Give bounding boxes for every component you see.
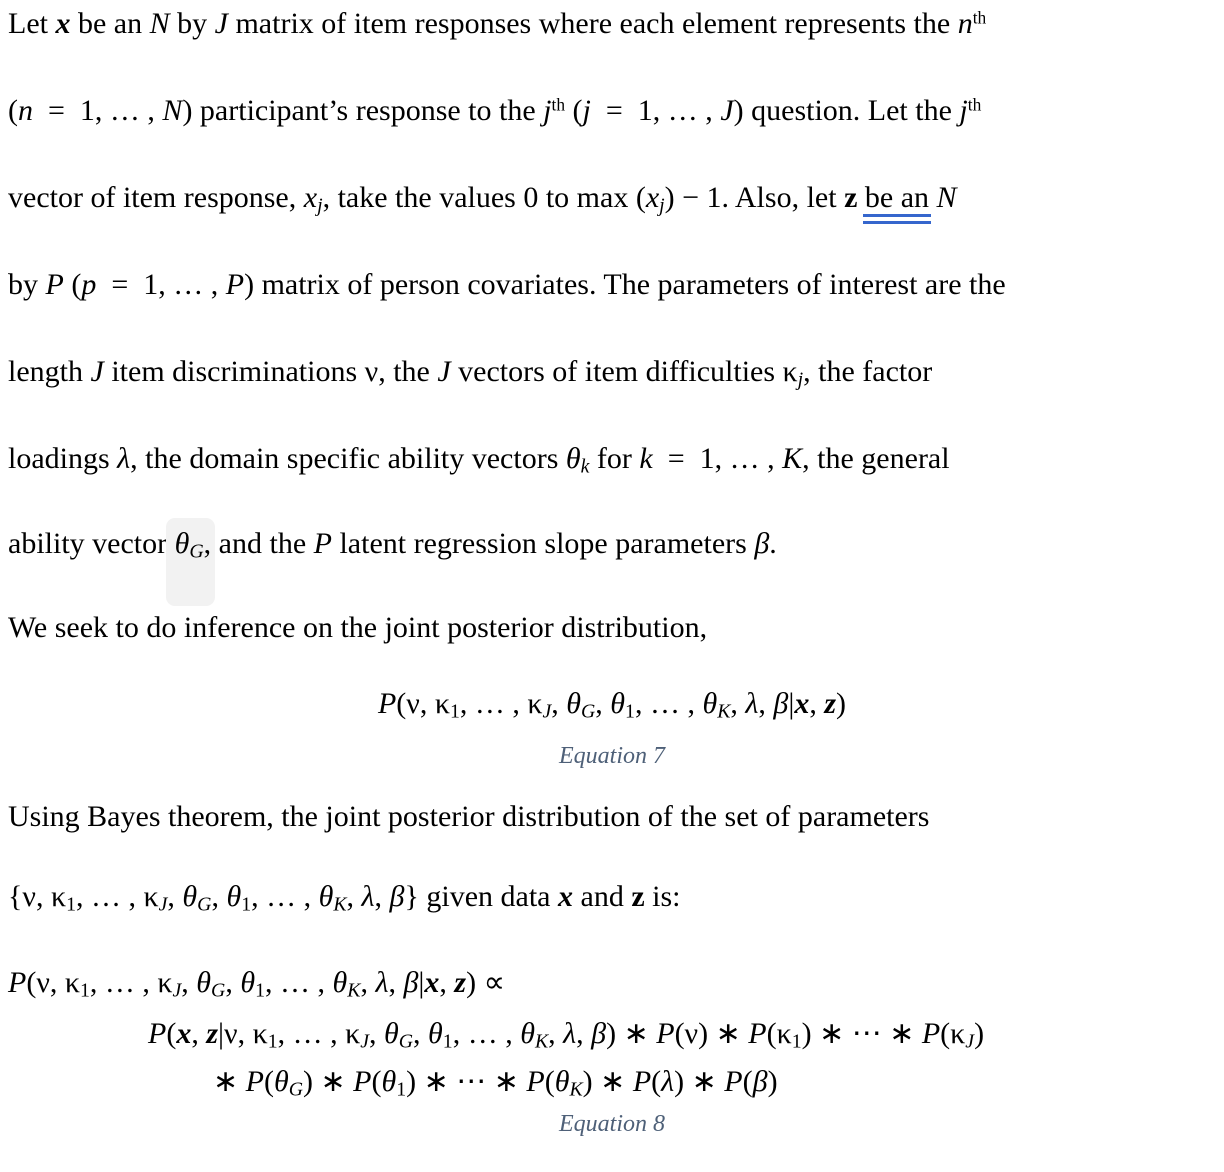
text-run: P (656, 1017, 675, 1050)
text-run: n (957, 7, 973, 40)
text-run: (κ (940, 1017, 966, 1050)
text-run: θ (554, 1065, 570, 1098)
equation-7 (0, 684, 1224, 723)
text-run: ) ∗ (674, 1065, 725, 1098)
text-run: vectors of item difficulties κ (450, 355, 798, 388)
text-run: , (374, 880, 390, 913)
highlighted-term (174, 527, 212, 563)
text-run: = 1, … , (96, 268, 226, 301)
text-run: ) ∝ (466, 966, 506, 999)
text-run: K (333, 893, 347, 916)
text-run: k (639, 442, 653, 475)
text-run: ( (166, 1017, 177, 1050)
text-run: = 1, … , (652, 442, 783, 475)
text-run: , (548, 1017, 564, 1050)
text-run: } given data (404, 880, 558, 913)
text-run: ) (767, 1065, 778, 1098)
text-run: is: (644, 880, 681, 913)
equation-8-line-2 (148, 1014, 984, 1053)
text-run: P (45, 268, 64, 301)
text-run: matrix of item responses where each element represents the (227, 7, 958, 40)
text-run: λ (361, 880, 375, 913)
text-run: , (809, 687, 825, 720)
text-run: P (148, 1017, 167, 1050)
text-run: th (967, 94, 982, 115)
text-run: , (191, 1017, 207, 1050)
text-run: th (551, 94, 566, 115)
text-run: , (346, 880, 362, 913)
text-run: θ (565, 442, 581, 475)
text-run: ∗ (213, 1065, 246, 1098)
text-run: J (172, 979, 182, 1002)
text-run: P (313, 527, 332, 560)
text-run: z (206, 1017, 219, 1050)
text-run: , … , κ (277, 1017, 361, 1050)
text-run: ) ∗ ⋯ ∗ (801, 1017, 922, 1050)
text-run: θ (520, 1017, 535, 1050)
text-run: , (181, 966, 197, 999)
text-run: K (347, 979, 361, 1002)
text-run: z (824, 687, 837, 720)
text-run: , (758, 687, 774, 720)
text-run: , (439, 966, 455, 999)
text-run: G (398, 1030, 414, 1053)
text-run: G (211, 979, 226, 1002)
text-run: 1 (396, 1078, 407, 1101)
text-run: ) question. Let the (733, 94, 960, 127)
text-run: x (794, 687, 810, 720)
text-run: , … , (264, 966, 333, 999)
text-run: λ (661, 1065, 675, 1098)
text-run: 1 (625, 700, 635, 723)
text-run: , (413, 1017, 429, 1050)
text-run: K (782, 442, 803, 475)
text-run: θ (182, 880, 198, 913)
text-run: G (288, 1078, 304, 1101)
text-run: n (18, 94, 33, 127)
text-run: , the domain specific ability vectors (130, 442, 566, 475)
text-run: J (542, 700, 552, 723)
text-run: j (659, 194, 665, 217)
text-run: θ (566, 687, 581, 720)
text-run: be an (70, 7, 150, 40)
text-run: , take the values 0 to max ( (322, 181, 646, 214)
text-run: J (360, 1030, 369, 1053)
text-run: P (748, 1017, 767, 1050)
text-run: ( (742, 1065, 753, 1098)
text-run: ) ∗ (582, 1065, 633, 1098)
text-run: 1 (267, 1030, 278, 1053)
text-run: x (645, 181, 660, 214)
text-run: ) − 1. Also, let (664, 181, 845, 214)
text-run: λ (745, 687, 759, 720)
text-run: 1 (791, 1030, 802, 1053)
text-run: We seek to do inference on the joint posterior distribution, (8, 611, 708, 644)
text-run: |ν, κ (218, 1017, 268, 1050)
text-run: j (582, 94, 591, 127)
text-line-2 (8, 91, 981, 130)
text-run: length (8, 355, 91, 388)
text-run: ability vector (8, 527, 175, 560)
text-run: λ (117, 442, 131, 475)
text-run: β (389, 880, 405, 913)
text-run: (ν) ∗ (674, 1017, 749, 1050)
text-run: ) (836, 687, 847, 720)
text-run: J (965, 1030, 975, 1053)
text-run: = 1, … , (590, 94, 721, 127)
text-run: K (569, 1078, 583, 1101)
text-run: {ν, κ (8, 880, 67, 913)
text-line-1 (8, 4, 986, 43)
text-run: θ (381, 1065, 397, 1098)
text-run: β (752, 1065, 768, 1098)
text-run: ) ∗ ⋯ ∗ (406, 1065, 527, 1098)
text-run: β (754, 527, 770, 560)
text-run: ( (651, 1065, 662, 1098)
text-run: (ν, κ (26, 966, 80, 999)
text-run: ) ∗ (606, 1017, 657, 1050)
text-run: G (189, 540, 204, 563)
text-run: by (169, 7, 215, 40)
text-run: by (8, 268, 46, 301)
text-run: , (369, 1017, 384, 1050)
text-run: 1 (255, 979, 265, 1002)
text-line-9 (8, 797, 929, 836)
text-run: θ (428, 1017, 443, 1050)
text-run: P (353, 1065, 372, 1098)
text-run: and the (211, 527, 314, 560)
text-run: θ (196, 966, 212, 999)
text-run: 1 (80, 979, 90, 1002)
text-run: λ (375, 966, 389, 999)
text-run: ( (544, 1065, 555, 1098)
text-run: θ (384, 1017, 399, 1050)
text-run: ) participant’s response to the (182, 94, 544, 127)
text-run: x (424, 966, 440, 999)
text-run: , (551, 687, 567, 720)
text-run: , (388, 966, 404, 999)
text-run: G (197, 893, 212, 916)
text-run: , … , (634, 687, 703, 720)
text-run: β (773, 687, 789, 720)
text-run: K (534, 1030, 549, 1053)
text-run: z (844, 181, 858, 214)
text-run: θ (318, 880, 334, 913)
text-run: P (225, 268, 245, 301)
text-line-6 (8, 439, 950, 478)
text-run: 1 (241, 893, 252, 916)
text-run: P (921, 1017, 941, 1050)
text-run: ) matrix of person covariates. The parameters of interest are the (244, 268, 1006, 301)
text-run: x (303, 181, 318, 214)
text-run: β (591, 1017, 607, 1050)
text-run: latent regression slope parameters (331, 527, 755, 560)
text-run: , (211, 880, 227, 913)
grammar-check-underlined-text: be an (864, 181, 930, 214)
text-run: J (158, 893, 168, 916)
text-run: and (573, 880, 632, 913)
text-run: J (90, 355, 104, 388)
text-run: vector of item response, (8, 181, 304, 214)
text-run: 1 (449, 700, 460, 723)
text-run: , (360, 966, 376, 999)
text-run: , (167, 880, 183, 913)
text-run: λ (563, 1017, 577, 1050)
text-run: ( (8, 94, 18, 127)
text-run: J (214, 7, 228, 40)
text-run: Using Bayes theorem, the joint posterior distribution of the set of parameters (8, 800, 930, 833)
text-run: k (580, 455, 590, 478)
text-run: P (526, 1065, 545, 1098)
text-run: θ (273, 1065, 289, 1098)
text-run: θ (610, 687, 626, 720)
text-run: P (724, 1065, 743, 1098)
text-run: , … , (251, 880, 319, 913)
text-line-10 (8, 877, 681, 916)
text-run: ( (565, 94, 583, 127)
text-run: , … , (452, 1017, 521, 1050)
text-run: z (454, 966, 467, 999)
text-run: β (403, 966, 419, 999)
text-run: N (149, 7, 170, 40)
text-run: J (720, 94, 734, 127)
text-run: , (203, 527, 212, 560)
text-run: , the factor (803, 355, 933, 388)
text-run: x (55, 7, 71, 40)
text-run: | (418, 966, 425, 999)
text-run: P (377, 687, 397, 720)
text-run: loadings (8, 442, 118, 475)
text-run: , the general (802, 442, 950, 475)
text-run: P (632, 1065, 652, 1098)
text-line-5 (8, 352, 932, 391)
text-run: P (8, 966, 27, 999)
text-run: 1 (66, 893, 76, 916)
text-run: θ (240, 966, 256, 999)
text-run: th (972, 7, 987, 28)
text-line-3 (8, 178, 957, 217)
text-run: | (788, 687, 795, 720)
equation-8-label: Equation 8 (559, 1111, 665, 1137)
text-run: 1 (442, 1030, 453, 1053)
text-run: K (717, 700, 731, 723)
text-run: for (589, 442, 640, 475)
text-run: j (543, 94, 552, 127)
text-run (929, 181, 937, 214)
text-run: z (631, 880, 645, 913)
text-run: , (595, 687, 611, 720)
text-run: x (558, 880, 573, 913)
text-run: G (581, 700, 596, 723)
text-run: = 1, … , (33, 94, 163, 127)
text-run: (ν, κ (396, 687, 450, 720)
text-run: Let (8, 7, 56, 40)
text-run (857, 181, 865, 214)
text-run: ) (974, 1017, 985, 1050)
text-run: (κ (766, 1017, 792, 1050)
text-run: θ (174, 527, 190, 560)
text-run: x (176, 1017, 192, 1050)
equation-8-line-1 (8, 963, 505, 1002)
text-run: P (245, 1065, 264, 1098)
text-run: , … , κ (459, 687, 543, 720)
text-run: ( (371, 1065, 382, 1098)
text-run: N (936, 181, 957, 214)
text-run: . (769, 527, 777, 560)
text-run: N (162, 94, 183, 127)
equation-8-line-3 (213, 1062, 778, 1101)
equation-7-label: Equation 7 (559, 743, 665, 769)
text-run: j (959, 94, 968, 127)
text-line-4 (8, 265, 1006, 304)
text-run: j (797, 368, 804, 391)
text-run: θ (702, 687, 718, 720)
text-run: θ (226, 880, 242, 913)
text-run: p (81, 268, 97, 301)
text-run: J (437, 355, 451, 388)
text-run: θ (332, 966, 348, 999)
text-run: , … , κ (89, 966, 173, 999)
text-line-7 (8, 524, 777, 563)
text-run: ) ∗ (303, 1065, 354, 1098)
text-run: ( (263, 1065, 274, 1098)
text-run: , … , κ (75, 880, 159, 913)
text-line-8 (8, 608, 707, 647)
text-run: , (225, 966, 241, 999)
text-run: , (576, 1017, 592, 1050)
text-run: item discriminations ν, the (103, 355, 438, 388)
text-run: , (730, 687, 746, 720)
text-run: j (317, 194, 323, 217)
text-run: ( (63, 268, 82, 301)
